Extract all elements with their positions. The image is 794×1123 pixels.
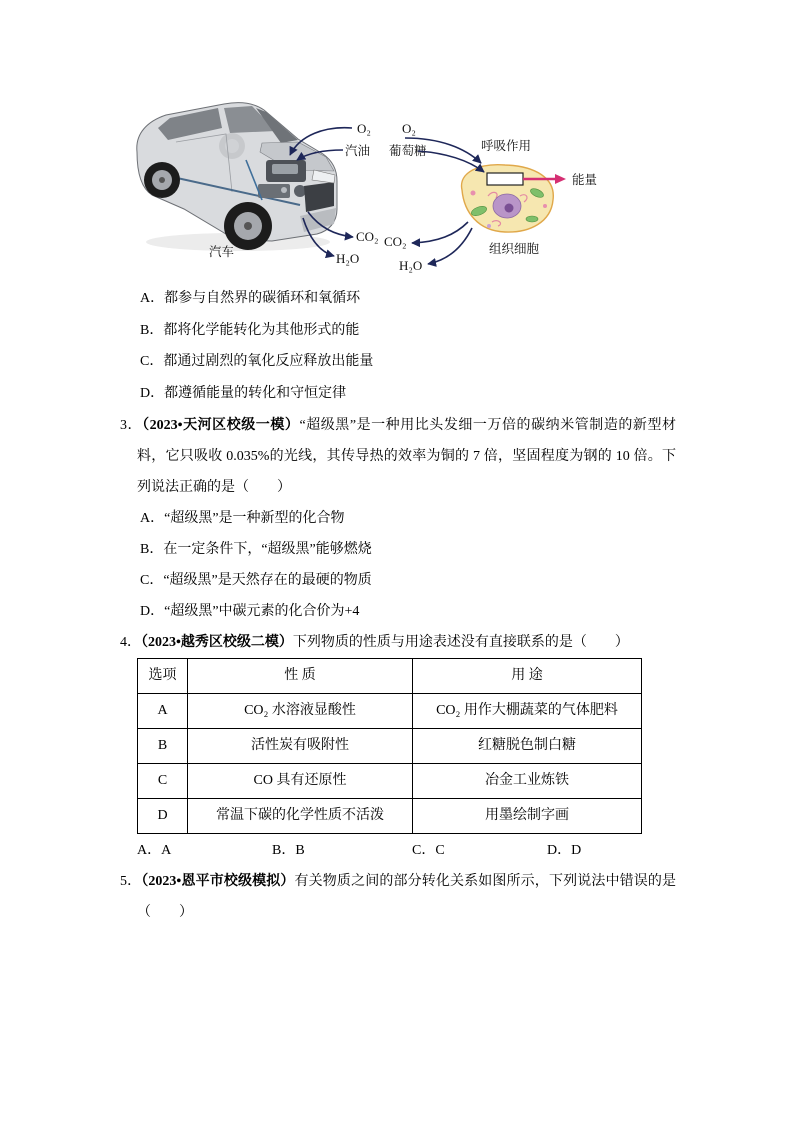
table-cell: 常温下碳的化学性质不活泼	[188, 799, 413, 834]
table-cell: D	[138, 799, 188, 834]
table-cell: A	[138, 694, 188, 729]
option-c: C．都通过剧烈的氧化反应释放出能量	[140, 354, 374, 370]
property-use-table	[137, 658, 642, 834]
question-number: 3．	[120, 417, 143, 433]
car-wheel-rear-left	[144, 162, 180, 198]
energy-label: 能量	[572, 172, 598, 187]
question-stem-line	[120, 410, 676, 441]
question-stem-line	[120, 627, 676, 658]
option-a: A．“超级黑”是一种新型的化合物	[140, 510, 345, 526]
table-cell: 活性炭有吸附性	[188, 729, 413, 764]
car-fuel-label: 汽油	[345, 143, 371, 158]
option-d: D．都遵循能量的转化和守恒定律	[140, 386, 347, 402]
table-header-row	[138, 659, 642, 694]
question-stem-line: 料，它只吸收 0.035%的光线，其传导热的效率为铜的 7 倍，坚固程度为钢的 10 倍。下	[137, 448, 676, 464]
cell-o2-label: O₂	[402, 121, 416, 136]
respiration-box	[487, 173, 523, 185]
cell-vesicle	[543, 204, 547, 208]
question-number: 5．	[120, 873, 142, 889]
car-wheel-front-left	[224, 202, 272, 250]
option-a: A．都参与自然界的碳循环和氧循环	[140, 291, 361, 306]
option-b: B．在一定条件下，“超级黑”能够燃烧	[140, 541, 372, 557]
question-stem-line: （ ）	[137, 904, 193, 920]
table-cell: 红糖脱色制白糖	[413, 729, 642, 764]
question-text: 有关物质之间的部分转化关系如图所示，下列说法中错误的是	[294, 873, 677, 889]
question-stem-line	[120, 866, 676, 897]
option-d: D．D	[547, 842, 582, 858]
question-4	[120, 627, 676, 658]
cell-nucleolus	[505, 204, 514, 213]
question-source: （2023•恩平市校级模拟）	[141, 873, 295, 889]
cell-image	[462, 165, 566, 232]
car-label: 汽车	[209, 244, 235, 259]
table-header-cell: 选项	[138, 659, 188, 694]
question-text: “超级黑”是一种用比头发细一万倍的碳纳米管制造的新型材	[299, 417, 676, 433]
cell-mitochondrion	[526, 216, 538, 222]
cell-h2o-label: H₂O	[399, 258, 423, 273]
car-h2o-label: H₂O	[336, 251, 360, 266]
question-source: （2023•天河区校级一模）	[142, 417, 300, 433]
table-header-cell: 性 质	[188, 659, 413, 694]
table-cell: CO₂ 水溶液显酸性	[188, 694, 413, 729]
option-a: A．A	[137, 842, 172, 858]
table-row	[138, 799, 642, 834]
option-b: B．都将化学能转化为其他形式的能	[140, 322, 360, 338]
question-3	[120, 410, 676, 627]
cell-label: 组织细胞	[489, 241, 540, 256]
question-source: （2023•越秀区校级二模）	[141, 634, 293, 650]
option-c: C．“超级黑”是天然存在的最硬的物质	[140, 572, 372, 588]
table-row	[138, 764, 642, 799]
energy-diagram	[0, 0, 794, 280]
table-cell: C	[138, 764, 188, 799]
table-cell: CO 具有还原性	[188, 764, 413, 799]
table-row	[138, 694, 642, 729]
cell-vesicle	[487, 224, 491, 228]
car-o2-label: O₂	[357, 121, 371, 136]
option-b: B．B	[272, 842, 305, 858]
question-2-options	[140, 283, 373, 410]
table-cell: B	[138, 729, 188, 764]
option-d: D．“超级黑”中碳元素的化合价为+4	[140, 603, 360, 619]
question-stem-line: 列说法正确的是（ ）	[137, 479, 291, 495]
question-number: 4．	[120, 634, 141, 650]
cell-h2o-arrow	[428, 228, 472, 264]
option-c: C．C	[412, 842, 445, 858]
cell-co2-arrow	[412, 222, 468, 243]
table-cell: 冶金工业炼铁	[413, 764, 642, 799]
cell-co2-label: CO₂	[384, 234, 407, 249]
table-cell: CO₂ 用作大棚蔬菜的气体肥料	[413, 694, 642, 729]
question-text: 下列物质的性质与用途表述没有直接联系的是（ ）	[292, 634, 629, 650]
table-header-cell: 用 途	[413, 659, 642, 694]
respiration-label: 呼吸作用	[481, 138, 532, 153]
question-5	[120, 866, 676, 928]
car-co2-label: CO₂	[356, 229, 379, 244]
cell-vesicle	[471, 191, 476, 196]
table-cell: 用墨绘制字画	[413, 799, 642, 834]
table-row	[138, 729, 642, 764]
cell-glucose-label: 葡萄糖	[389, 143, 427, 158]
question-4-options	[137, 835, 581, 866]
